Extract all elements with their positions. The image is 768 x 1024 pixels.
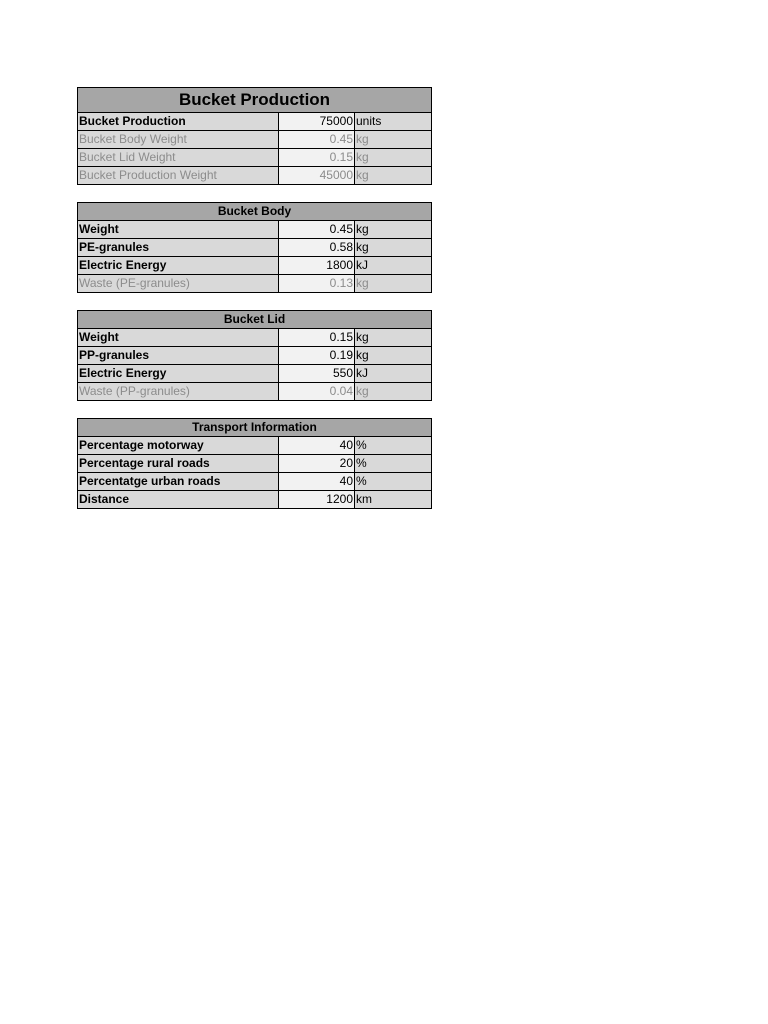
row-value[interactable]: 75000	[279, 113, 355, 131]
row-value[interactable]: 0.45	[279, 221, 355, 239]
table-row	[78, 383, 432, 401]
row-unit[interactable]: kg	[355, 131, 432, 149]
row-value[interactable]: 0.15	[279, 329, 355, 347]
row-label[interactable]: Waste (PE-granules)	[78, 275, 279, 293]
table-row	[78, 473, 432, 491]
table-row	[78, 257, 432, 275]
table-row	[78, 113, 432, 131]
row-unit[interactable]: kg	[355, 239, 432, 257]
row-label[interactable]: Electric Energy	[78, 365, 279, 383]
row-unit[interactable]: units	[355, 113, 432, 131]
row-unit[interactable]: %	[355, 437, 432, 455]
table-row	[78, 437, 432, 455]
row-label[interactable]: Percentatge urban roads	[78, 473, 279, 491]
bucket-lid-table	[77, 310, 432, 401]
row-unit[interactable]: kJ	[355, 257, 432, 275]
row-label[interactable]: Weight	[78, 329, 279, 347]
row-unit[interactable]: kg	[355, 347, 432, 365]
row-value[interactable]: 45000	[279, 167, 355, 185]
spreadsheet-sheet	[77, 87, 431, 509]
row-label[interactable]: Percentage rural roads	[78, 455, 279, 473]
row-unit[interactable]: kg	[355, 329, 432, 347]
row-label[interactable]: Weight	[78, 221, 279, 239]
table-row	[78, 149, 432, 167]
row-label[interactable]: Percentage motorway	[78, 437, 279, 455]
row-label[interactable]: Distance	[78, 491, 279, 509]
row-unit[interactable]: km	[355, 491, 432, 509]
table-row	[78, 167, 432, 185]
row-unit[interactable]: %	[355, 473, 432, 491]
row-unit[interactable]: kJ	[355, 365, 432, 383]
row-value[interactable]: 40	[279, 473, 355, 491]
table-row	[78, 239, 432, 257]
row-value[interactable]: 1800	[279, 257, 355, 275]
table-row	[78, 455, 432, 473]
bucket-production-table	[77, 87, 432, 185]
table-row	[78, 221, 432, 239]
row-value[interactable]: 550	[279, 365, 355, 383]
row-label[interactable]: Bucket Body Weight	[78, 131, 279, 149]
table-row	[78, 365, 432, 383]
table-row	[78, 329, 432, 347]
transport-information-table	[77, 418, 432, 509]
row-value[interactable]: 20	[279, 455, 355, 473]
row-value[interactable]: 1200	[279, 491, 355, 509]
bucket-body-table	[77, 202, 432, 293]
row-unit[interactable]: kg	[355, 167, 432, 185]
row-label[interactable]: Electric Energy	[78, 257, 279, 275]
table-title[interactable]: Bucket Lid	[78, 311, 432, 329]
row-value[interactable]: 0.15	[279, 149, 355, 167]
row-label[interactable]: Bucket Production	[78, 113, 279, 131]
row-value[interactable]: 0.45	[279, 131, 355, 149]
row-label[interactable]: PP-granules	[78, 347, 279, 365]
row-label[interactable]: Waste (PP-granules)	[78, 383, 279, 401]
table-title[interactable]: Bucket Production	[78, 88, 432, 113]
row-label[interactable]: Bucket Lid Weight	[78, 149, 279, 167]
row-value[interactable]: 0.13	[279, 275, 355, 293]
row-value[interactable]: 0.19	[279, 347, 355, 365]
table-title[interactable]: Bucket Body	[78, 203, 432, 221]
row-unit[interactable]: kg	[355, 149, 432, 167]
row-unit[interactable]: %	[355, 455, 432, 473]
row-label[interactable]: PE-granules	[78, 239, 279, 257]
row-unit[interactable]: kg	[355, 383, 432, 401]
table-row	[78, 491, 432, 509]
table-row	[78, 347, 432, 365]
table-row	[78, 131, 432, 149]
row-value[interactable]: 0.58	[279, 239, 355, 257]
row-unit[interactable]: kg	[355, 275, 432, 293]
table-row	[78, 275, 432, 293]
row-value[interactable]: 40	[279, 437, 355, 455]
row-label[interactable]: Bucket Production Weight	[78, 167, 279, 185]
row-value[interactable]: 0.04	[279, 383, 355, 401]
table-title[interactable]: Transport Information	[78, 419, 432, 437]
row-unit[interactable]: kg	[355, 221, 432, 239]
